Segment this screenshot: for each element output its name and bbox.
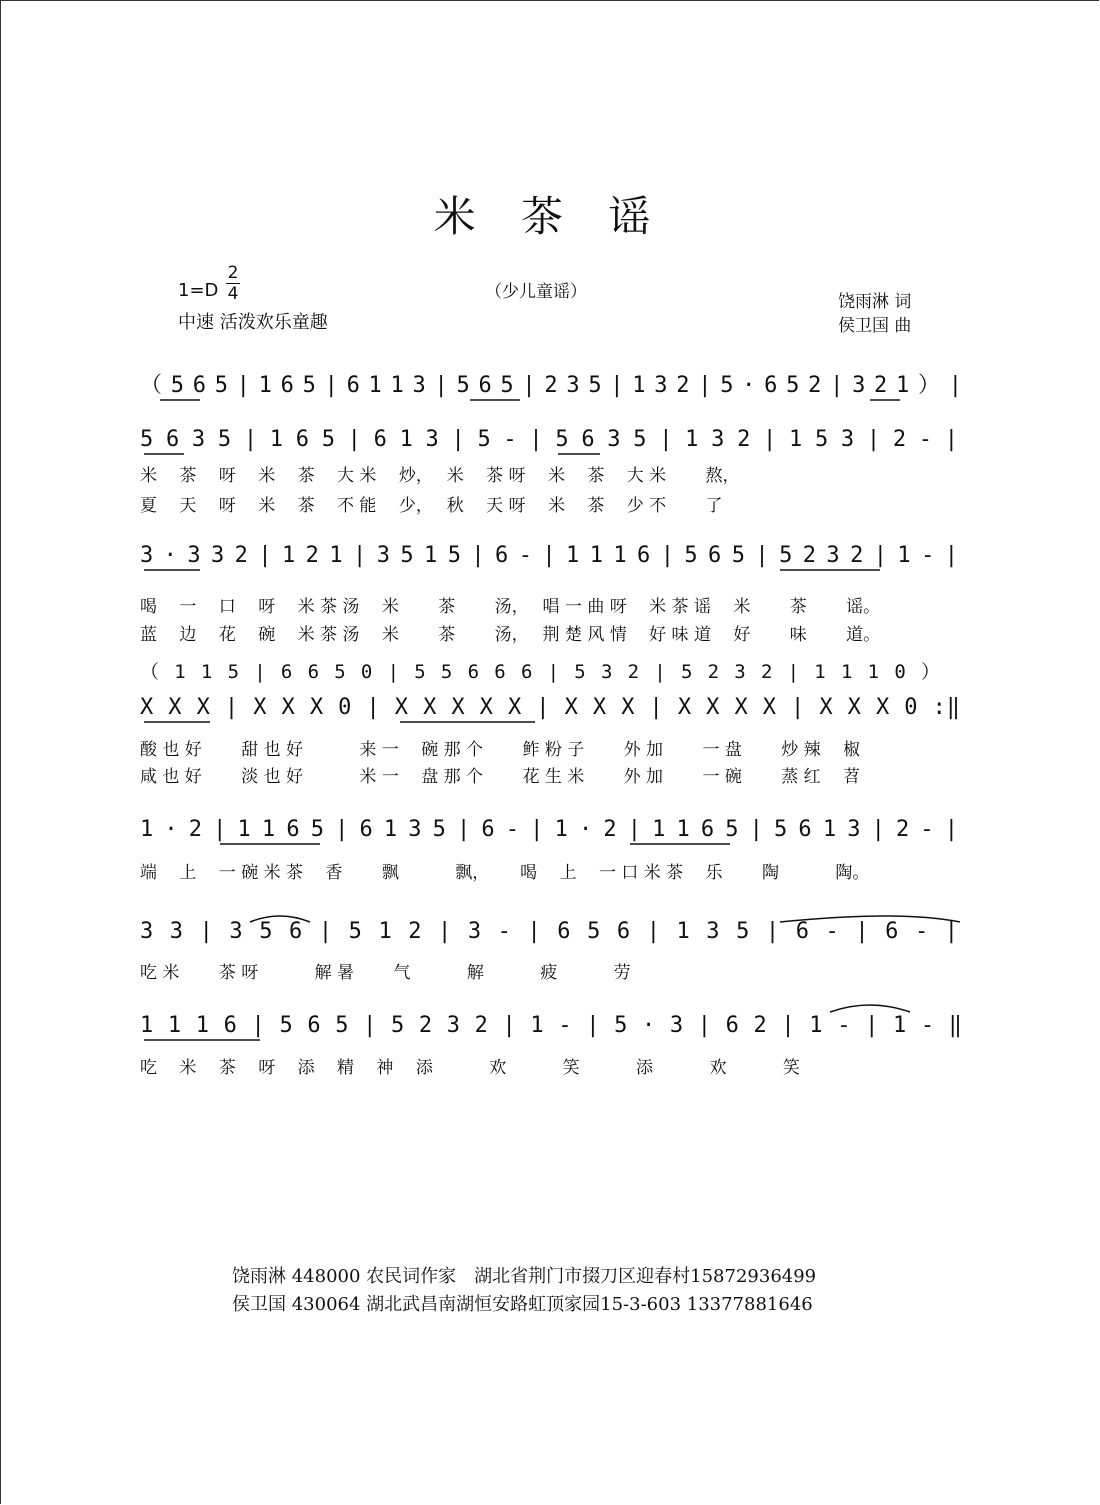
genre-label: （少儿童谣） [485, 282, 587, 302]
time-signature-bottom: 4 [227, 284, 239, 304]
score-line-4-notes: 1 · 2 | 1 1 6 5 | 6 1 3 5 | 6 - | 1 · 2 | 1 1 6 5 | 5 6 1 3 | 2 - | [140, 817, 958, 842]
footer-contact-lyricist: 饶雨淋 448000 农民词作家 湖北省荆门市掇刀区迎春村15872936499 [232, 1266, 817, 1287]
time-signature-top: 2 [227, 263, 239, 283]
lyrics-line-2-verse-2: 蓝 边 花 碗 米 茶 汤 米 茶 汤， 荆 楚 风 情 好 味 道 好 味 道。 [140, 625, 881, 645]
score-line-2-notes: 3 · 3 3 2 | 1 2 1 | 3 5 1 5 | 6 - | 1 1 1 6 | 5 6 5 | 5 2 3 2 | 1 - | [140, 543, 958, 568]
footer-contact-composer: 侯卫国 430064 湖北武昌南湖恒安路虹顶家园15-3-603 13377881646 [232, 1294, 813, 1315]
score-rhythm: X X X | X X X 0 | X X X X X | X X X | X X X X | X X X 0 :‖ [140, 695, 960, 720]
song-title: 米 茶 谣 [433, 192, 667, 241]
score-line-2 [140, 532, 970, 572]
lyrics-line-3-verse-2: 咸 也 好 淡 也 好 米 一 盘 那 个 花 生 米 外 加 一 碗 蒸 红 苕 [140, 767, 861, 787]
score-line-6 [140, 1002, 970, 1042]
score-line-4 [140, 806, 970, 846]
lyrics-line-1-verse-1: 米 茶 呀 米 茶 大 米 炒， 米 茶 呀 米 茶 大 米 熬， [140, 466, 740, 486]
score-line-6-notes: 1 1 1 6 | 5 6 5 | 5 2 3 2 | 1 - | 5 · 3 | 6 2 | 1 - | 1 - ‖ [140, 1013, 962, 1038]
lyrics-line-5: 吃 米 茶 呀 解 暑 气 解 疲 劳 [140, 963, 631, 983]
composer-credit: 侯卫国 曲 [838, 316, 912, 336]
lyrics-line-6: 吃 米 茶 呀 添 精 神 添 欢 笑 添 欢 笑 [140, 1058, 800, 1078]
score-interlude: （ 1 1 5 | 6 6 5 0 | 5 5 6 6 6 | 5 3 2 | 5 2 3 2 | 1 1 1 0 ） [140, 661, 941, 683]
score-line-1 [140, 416, 970, 456]
lyrics-line-1-verse-2: 夏 天 呀 米 茶 不 能 少， 秋 天 呀 米 茶 少 不 了 [140, 496, 723, 516]
score-rhythm-row [140, 686, 970, 726]
lyrics-line-2-verse-1: 喝 一 口 呀 米 茶 汤 米 茶 汤， 唱 一 曲 呀 米 茶 谣 米 茶 谣。 [140, 597, 881, 617]
score-intro-row [140, 362, 970, 402]
time-signature [226, 264, 240, 303]
key-signature: 1=D [178, 280, 219, 301]
score-intro: （ 5 6 5 | 1 6 5 | 6 1 1 3 | 5 6 5 | 2 3 5 | 1 3 2 | 5 · 6 5 2 | 3 2 1 ） | [140, 373, 963, 398]
lyricist-credit: 饶雨淋 词 [838, 292, 912, 312]
score-line-5 [140, 908, 970, 948]
tempo-marking: 中速 活泼欢乐童趣 [178, 312, 328, 333]
lyrics-line-4: 端 上 一 碗 米 茶 香 飘 飘， 喝 上 一 口 米 茶 乐 陶 陶。 [140, 863, 870, 883]
score-line-5-notes: 3 3 | 3 5 6 | 5 1 2 | 3 - | 6 5 6 | 1 3 5 | 6 - | 6 - | [140, 919, 959, 944]
score-line-1-notes: 5 6 3 5 | 1 6 5 | 6 1 3 | 5 - | 5 6 3 5 | 1 3 2 | 1 5 3 | 2 - | [140, 427, 958, 452]
lyrics-line-3-verse-1: 酸 也 好 甜 也 好 来 一 碗 那 个 鲊 粉 子 外 加 一 盘 炒 辣 椒 [140, 740, 861, 760]
